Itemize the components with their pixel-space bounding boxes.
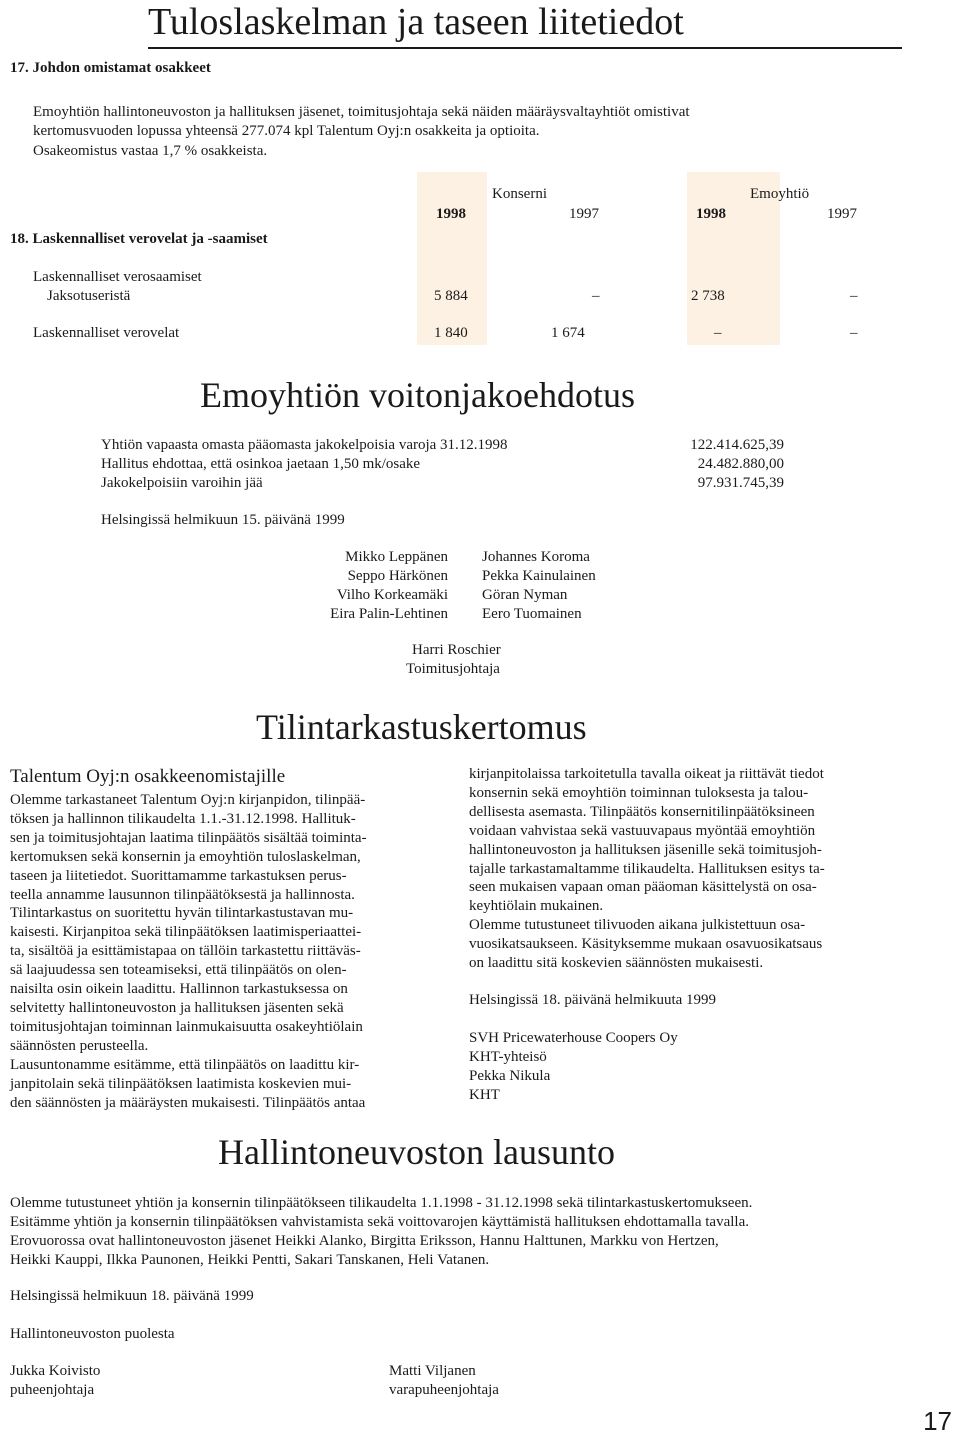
audit-text-line: kertomuksen sekä konsernin ja emoyhtiön tuloslaskelman, [10,848,361,865]
board-signer-name: Matti Viljanen [389,1363,476,1379]
audit-text-line: töksen ja hallinnon tilikaudelta 1.1.-31.12.1998. Hallituk- [10,810,356,827]
table-cell: 1 840 [434,325,468,341]
board-on-behalf: Hallintoneuvoston puolesta [10,1326,175,1342]
table-cell: – [850,288,858,304]
year-header: 1997 [827,206,857,222]
note17-heading: 17. Johdon omistamat osakkeet [10,60,211,76]
audit-place-date: Helsingissä 18. päivänä helmikuuta 1999 [469,992,717,1008]
table-cell: 5 884 [434,288,468,304]
audit-text-line: Tilintarkastus on suoritettu hyvän tilintarkastustavan mu- [10,905,354,922]
table-cell: – [850,325,858,341]
header-rule [148,47,902,49]
audit-text-line: teella annamme lausunnon tilinpäätöksestä ja hallinnosta. [10,886,355,903]
signer-name: Göran Nyman [482,587,568,603]
audit-text-line: dellisesta asemasta. Tilinpäätös konsernitilinpäätöksineen [469,803,815,820]
auditor-line: KHT [469,1087,500,1103]
proposal-place-date: Helsingissä helmikuun 15. päivänä 1999 [101,512,345,528]
note17-line: Osakeomistus vastaa 1,7 % osakkeista. [33,143,268,159]
row-label: Laskennalliset verovelat [33,325,180,341]
note18-subheading: Laskennalliset verosaamiset [33,269,202,285]
audit-text-line: konsernin sekä emoyhtiön toiminnan tuloksesta ja talou- [469,784,809,801]
signer-name: Vilho Korkeamäki [336,587,448,603]
board-line: Olemme tutustuneet yhtiön ja konsernin tilinpäätökseen tilikaudelta 1.1.1998 - 31.12.1998 sekä tilintarkastuskertomukseen. [10,1195,753,1211]
audit-text-line: on laadittu sitä koskevien säännösten mukaisesti. [469,955,764,972]
group-emoyhtio: Emoyhtiö [750,186,810,202]
audit-text-line: sen ja toimitusjohtajan laatima tilinpäätös sisältää toiminta- [10,829,367,846]
board-title: Hallintoneuvoston lausunto [218,1132,615,1172]
audit-text-line: sä laajuudessa sen toteamiseksi, että tilinpäätös on olen- [10,962,347,979]
note17-line: kertomusvuoden lopussa yhteensä 277.074 kpl Talentum Oyj:n osakkeita ja optioita. [33,123,540,139]
year-header: 1998 [696,206,726,222]
board-line: Erovuorossa ovat hallintoneuvoston jäsenet Heikki Alanko, Birgitta Eriksson, Hannu Halttunen, Markku von Hertzen, [10,1233,719,1249]
table-cell: – [592,288,600,304]
board-line: Heikki Kauppi, Ilkka Paunonen, Heikki Pentti, Sakari Tanskanen, Heli Vatanen. [10,1252,490,1268]
audit-title: Tilintarkastuskertomus [256,707,587,747]
signer-name: Eira Palin-Lehtinen [330,606,448,622]
year-header: 1997 [569,206,599,222]
audit-text-line: seen mukaisen vapaan oman pääoman käsittelystä on osa- [469,879,817,896]
note17-line: Emoyhtiön hallintoneuvoston ja hallituksen jäsenet, toimitusjohtaja sekä näiden määräysvaltayhtiöt omistivat [33,104,690,120]
table-cell: 2 738 [691,288,725,304]
audit-text-line: toimitusjohtajan toiminnan lainmukaisuutta osakeyhtiölain [10,1018,363,1035]
board-signer-title: puheenjohtaja [10,1382,95,1398]
ceo-name: Harri Roschier [412,642,501,658]
audit-text-line: Lausuntonamme esitämme, että tilinpäätös on laadittu kir- [10,1056,360,1073]
board-signer-name: Jukka Koivisto [10,1363,101,1379]
audit-text-line: säännösten perusteella. [10,1037,149,1054]
audit-left-column [10,765,440,1112]
proposal-row-value: 24.482.880,00 [697,456,784,472]
auditor-line: Pekka Nikula [469,1068,551,1084]
audit-text-line: keyhtiölain mukainen. [469,898,604,915]
audit-text-line: kaisesti. Kirjanpitoa sekä tilinpäätöksen laatimisperiaattei- [10,924,362,941]
auditor-line: KHT-yhteisö [469,1049,547,1065]
auditor-line: SVH Pricewaterhouse Coopers Oy [469,1030,678,1046]
audit-left-text [10,791,440,1112]
signer-name: Johannes Koroma [482,549,590,565]
ceo-title: Toimitusjohtaja [406,661,500,677]
audit-text-line: taseen ja liitetiedot. Suorittamamme tarkastuksen perus- [10,867,347,884]
group-konserni: Konserni [492,186,547,202]
note18-heading: 18. Laskennalliset verovelat ja -saamiset [10,231,268,247]
row-label: Jaksotuseristä [47,288,131,304]
proposal-row-label: Jakokelpoisiin varoihin jää [101,475,263,491]
table-cell: – [714,325,722,341]
table-cell: 1 674 [551,325,585,341]
page-title: Tuloslaskelman ja taseen liitetiedot [148,1,684,43]
proposal-row-label: Yhtiön vapaasta omasta pääomasta jakokelpoisia varoja 31.12.1998 [101,437,508,453]
audit-text-line: den säännösten ja määräysten mukaisesti. Tilinpäätös antaa [10,1094,366,1111]
board-signer-title: varapuheenjohtaja [389,1382,499,1398]
board-line: Esitämme yhtiön ja konsernin tilinpäätöksen vahvistamista sekä voittovarojen käyttämistä hallituksen ehdottamalla tavalla. [10,1214,749,1230]
proposal-row-label: Hallitus ehdottaa, että osinkoa jaetaan 1,50 mk/osake [101,456,421,472]
audit-right-column [469,765,901,973]
audit-text-line: janpitolain sekä tilinpäätöksen laatimista koskevien mui- [10,1075,352,1092]
proposal-title: Emoyhtiön voitonjakoehdotus [200,375,635,415]
signer-name: Seppo Härkönen [347,568,448,584]
audit-text-line: voidaan vahvistaa sekä vastuuvapaus myöntää emoyhtiön [469,822,816,839]
proposal-row-value: 122.414.625,39 [690,437,784,453]
proposal-row-value: 97.931.745,39 [697,475,784,491]
signer-name: Mikko Leppänen [345,549,448,565]
audit-text-line: Olemme tutustuneet tilivuoden aikana julkistettuun osa- [469,917,806,934]
signer-name: Eero Tuomainen [482,606,582,622]
audit-addressee: Talentum Oyj:n osakkeenomistajille [10,766,286,787]
page-number: 17 [923,1406,952,1436]
audit-text-line: Olemme tarkastaneet Talentum Oyj:n kirjanpidon, tilinpää- [10,792,366,808]
board-place-date: Helsingissä helmikuun 18. päivänä 1999 [10,1288,254,1304]
year-header: 1998 [436,206,466,222]
audit-text-line: hallintoneuvoston ja hallituksen jäsenille sekä toimitusjoh- [469,841,822,858]
audit-text-line: kirjanpitolaissa tarkoitetulla tavalla oikeat ja riittävät tiedot [469,766,824,782]
audit-right-text [469,765,901,973]
audit-text-line: selvitetty hallintoneuvoston ja hallituksen jäsenten sekä [10,999,344,1016]
audit-text-line: vuosikatsaukseen. Käsityksemme mukaan osavuosikatsaus [469,936,823,953]
audit-text-line: tajalle tarkastamaltamme tilikaudelta. Hallituksen esitys ta- [469,860,825,877]
audit-text-line: naisilta osin oikein laadittu. Hallinnon tarkastuksessa on [10,981,348,998]
audit-text-line: ta, sisältöä ja esittämistapaa on tällöin tarkastettu riittäväs- [10,943,361,960]
column-shade-konserni-1998 [417,172,487,345]
signer-name: Pekka Kainulainen [482,568,596,584]
